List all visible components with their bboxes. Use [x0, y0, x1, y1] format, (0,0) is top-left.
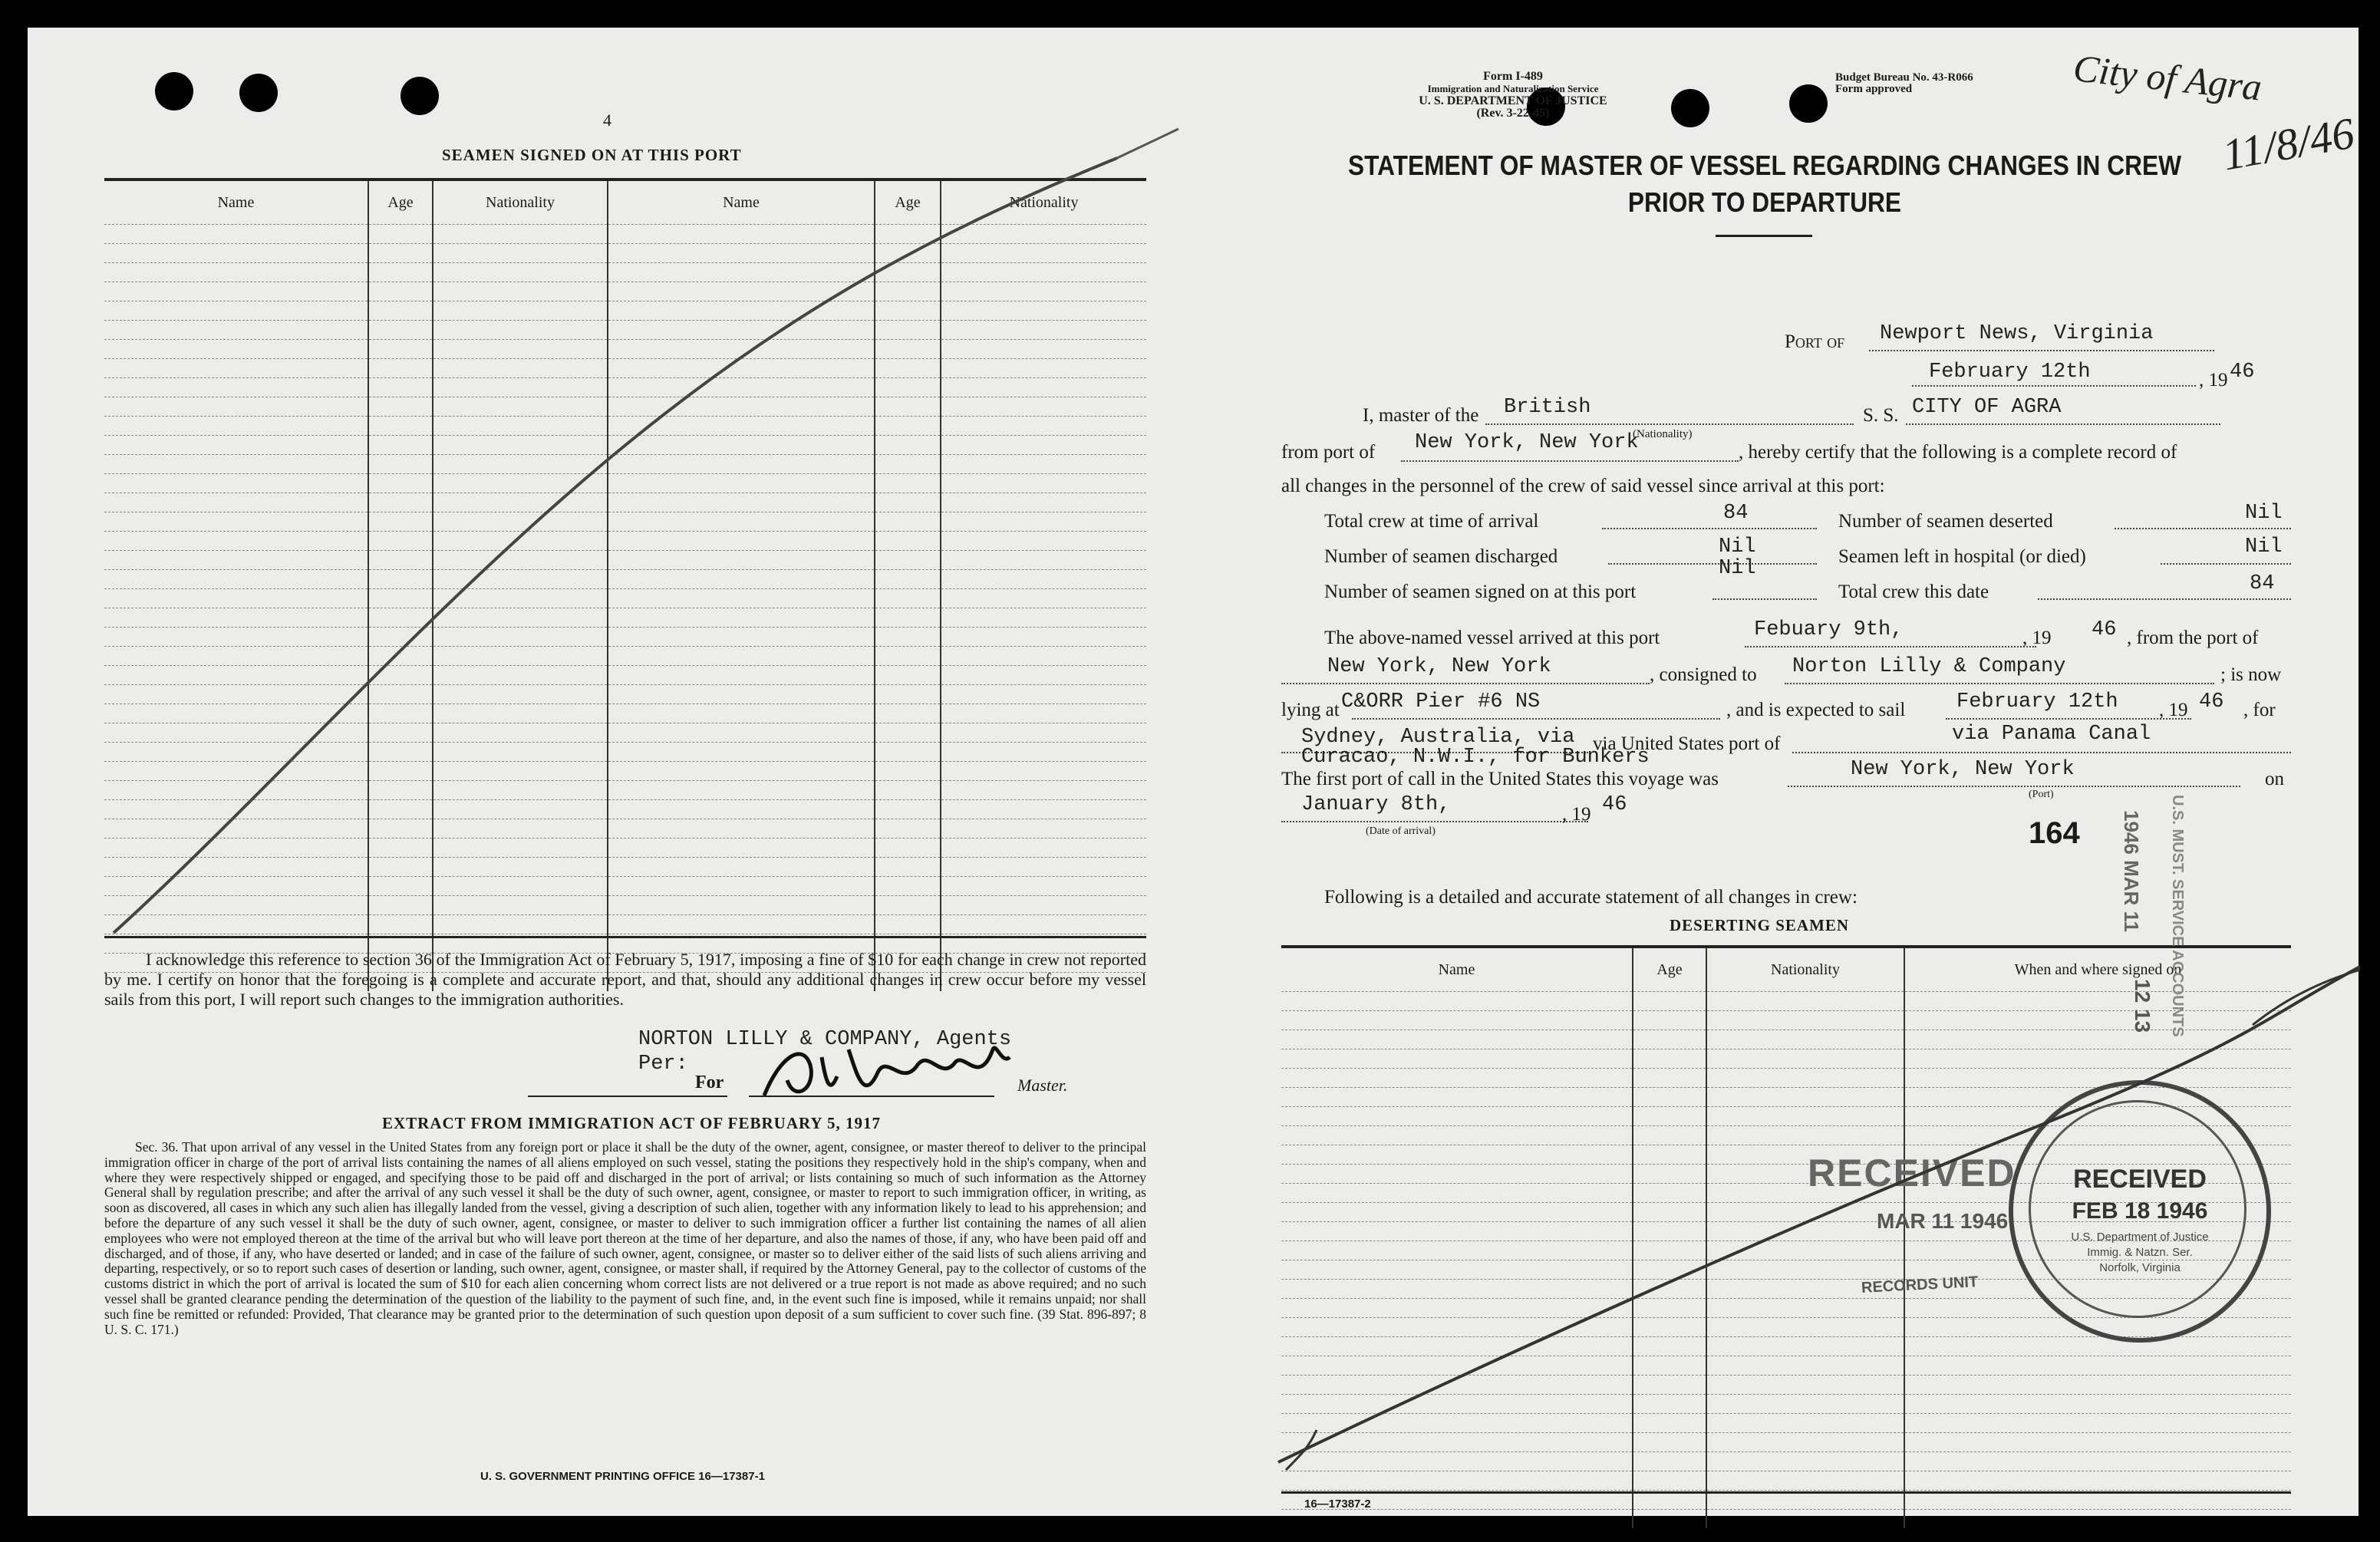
form-title: [1340, 147, 2190, 221]
expected-label: , and is expected to sail: [1726, 700, 1906, 720]
vertical-office-stamp: U.S. MUST. SERVICE ACCOUNTS: [2169, 795, 2186, 1037]
arrived-year: 46: [2092, 618, 2117, 641]
consigned-label: , consigned to: [1650, 664, 1757, 685]
first-port-label: The first port of call in the United States this voyage was: [1281, 769, 1719, 789]
for-label: , for: [2243, 700, 2276, 720]
agency-line1: Immigration and Naturalization Service: [1427, 83, 1599, 94]
punch-hole: [1671, 89, 1709, 127]
circle-line1: U.S. Department of Justice: [2071, 1231, 2209, 1244]
column-header: Age: [875, 181, 941, 225]
printing-office: U. S. GOVERNMENT PRINTING OFFICE 16—17387-1: [480, 1470, 765, 1483]
circle-line2: Immig. & Natzn. Ser.: [2087, 1246, 2193, 1259]
cancellation-line: [28, 28, 1194, 979]
column-header: Age: [368, 181, 433, 225]
vessel-value: CITY OF AGRA: [1912, 396, 2062, 419]
via-us-port-value: via Panama Canal: [1952, 723, 2151, 746]
circle-received: RECEIVED: [2073, 1165, 2207, 1194]
total-crew-arrival-label: Total crew at time of arrival: [1324, 511, 1539, 532]
first-date-year: 46: [1602, 793, 1627, 816]
received-stamp: RECEIVED: [1808, 1152, 2016, 1194]
ss-label: S. S.: [1863, 405, 1899, 426]
port-caption: (Port): [2029, 789, 2054, 800]
right-cancellation-line: [1255, 933, 2360, 1485]
following-text: Following is a detailed and accurate statement of all changes in crew:: [1324, 887, 1858, 908]
total-crew-date-label: Total crew this date: [1838, 582, 1989, 602]
punch-hole: [1789, 84, 1828, 123]
table-cell: [1706, 1510, 1904, 1529]
section-36-text: Sec. 36. That upon arrival of any vessel in the United States from any foreign port or place it shall be the duty of the owner, agent, consignee, or master thereof to deliver to the principal immigration officer in charge of the port of arrival lists containing the names of all aliens employed on such vessel, stating the positions they respectively hold in the ship's company, when and where they were respectively shipped or engaged, and specifying those to be paid off and discharged in the port of arrival; or lists containing so much of such information as the Attorney General shall by regulation prescribe; and after the arrival of any such vessel it shall be the duty of such owner, agent, consignee, or master to report to such immigration officer, in writing, as soon as discovered, all cases in which any such alien has illegally landed from the vessel, giving a description of such alien, together with any information likely to lead to his apprehension; and before the departure of any such vessel it shall be the duty of such owner, agent, consignee, or master to deliver to such immigration officer a further list containing the names of all alien employees who were not employed thereon at the time of the arrival but who will leave port thereon at the time of her departure, and also the names of those, if any, who have been paid off and discharged, and of those, if any, who have deserted or landed; and in case of the failure of such owner, agent, consignee, or master so to deliver either of the said lists of such aliens arriving and departing, respectively, or so to report such cases of desertion or landing, such owner, agent, consignee, or master shall, if required by the Attorney General, pay to the collector of customs of the customs district in which the port of arrival is located the sum of $10 for each alien concerning whom correct lists are not delivered or a true report is not made as above required; and no such vessel shall be granted clearance pending the determination of the question of the liability to the payment of such fine, and, in the event such fine is imposed, while it remains unpaid; nor shall such fine be remitted or refunded: Provided, That clearance may be granted prior to the determination of such question upon deposit of a sum sufficient to cover such fine. (39 Stat. 896-897; 8 U. S. C. 171.): [104, 1139, 1146, 1337]
discharged-label: Number of seamen discharged: [1324, 546, 1558, 567]
certify-text: , hereby certify that the following is a complete record of: [1739, 442, 2177, 463]
date-value: February 12th: [1929, 361, 2091, 384]
revision: (Rev. 3-22-45): [1476, 107, 1550, 120]
budget-info: [1835, 72, 1973, 95]
page-number: 4: [603, 110, 611, 130]
column-header: Nationality: [433, 181, 608, 225]
acknowledgement-text: I acknowledge this reference to section 36 of the Immigration Act of February 5, 1917, imposing a fine of $10 for each change in crew not reported by me. I certify on honor that the foregoing is a complete and accurate report, and that, should any additional changes in crew occur before my vessel sails from this port, I will report such changes to the immigration authorities.: [104, 950, 1146, 1009]
for-underline: [528, 1096, 727, 1097]
lying-at-value: C&ORR Pier #6 NS: [1341, 690, 1541, 713]
agent-per: Per:: [638, 1053, 688, 1076]
is-now-label: ; is now: [2220, 664, 2282, 685]
lying-at-label: lying at: [1281, 700, 1340, 720]
deserted-label: Number of seamen deserted: [1838, 511, 2053, 532]
hospital-label: Seamen left in hospital (or died): [1838, 546, 2086, 567]
from-port-label: from port of: [1281, 442, 1376, 463]
from-port-of-value: New York, New York: [1327, 655, 1551, 678]
budget-line2: Form approved: [1835, 83, 1913, 95]
table-row: [1281, 1510, 2291, 1529]
title-line2: PRIOR TO DEPARTURE: [1627, 186, 1902, 218]
from-port-of-label: , from the port of: [2127, 628, 2259, 648]
date-caption: (Date of arrival): [1366, 825, 1436, 837]
printing-code: 16—17387-2: [1304, 1498, 1371, 1511]
table-cell: [1904, 1510, 2291, 1529]
column-header: When and where signed on: [2014, 960, 2182, 978]
first-port-value: New York, New York: [1851, 758, 2075, 781]
agency-line2: U. S. DEPARTMENT OF JUSTICE: [1419, 94, 1607, 107]
signed-on-value: Nil: [1719, 557, 1756, 580]
expected-value: February 12th: [1956, 690, 2118, 713]
circle-line3: Norfolk, Virginia: [2099, 1261, 2181, 1274]
agent-name: NORTON LILLY & COMPANY, Agents: [638, 1028, 1012, 1051]
deserting-bottom-rule: [1281, 1491, 2291, 1494]
column-header: Name: [608, 181, 875, 225]
form-number: Form I-489: [1483, 70, 1543, 83]
circle-date: FEB 18 1946: [2072, 1198, 2208, 1224]
vertical-numbers-stamp: 12 13: [2131, 979, 2154, 1033]
port-label: Port of: [1785, 331, 1845, 352]
year-value: 46: [2230, 361, 2255, 384]
year-prefix: , 19: [2199, 370, 2228, 390]
form-header: [1398, 71, 1628, 120]
extract-title: EXTRACT FROM IMMIGRATION ACT OF FEBRUARY 5, 1917: [382, 1114, 882, 1132]
from-port-value: New York, New York: [1415, 431, 1639, 454]
expected-year: 46: [2199, 690, 2224, 713]
arrived-value: Febuary 9th,: [1754, 618, 1904, 641]
column-header: Nationality: [1706, 948, 1904, 992]
title-line1: STATEMENT OF MASTER OF VESSEL REGARDING CHANGES IN CREW: [1348, 150, 2181, 181]
records-unit-stamp: RECORDS UNIT: [1861, 1273, 1979, 1297]
left-section-title: SEAMEN SIGNED ON AT THIS PORT: [442, 146, 742, 164]
column-header: Name: [104, 181, 368, 225]
consigned-value: Norton Lilly & Company: [1792, 655, 2066, 678]
budget-line1: Budget Bureau No. 43-R066: [1835, 71, 1973, 84]
discharged-value: Nil: [1719, 535, 1756, 558]
deserted-value: Nil: [2245, 502, 2283, 525]
serial-number: 164: [2029, 816, 2080, 850]
master-of-label: I, master of the: [1363, 405, 1479, 426]
for-label: For: [695, 1072, 724, 1092]
column-header: Nationality: [1009, 193, 1079, 211]
table-cell: [1281, 1510, 1633, 1529]
nationality-value: British: [1504, 396, 1591, 419]
table-cell: [1633, 1510, 1706, 1529]
handwritten-ship-name: City of Agra: [2071, 46, 2264, 109]
master-label: Master.: [1017, 1076, 1068, 1095]
first-date-value: January 8th,: [1301, 793, 1451, 816]
column-header: Age: [1633, 948, 1706, 992]
vertical-date-stamp: 1946 MAR 11: [2120, 810, 2143, 932]
nationality-caption: (Nationality): [1633, 428, 1693, 440]
on-label: on: [2265, 769, 2284, 789]
via-us-port-label: via United States port of: [1593, 733, 1781, 754]
hospital-value: Nil: [2245, 535, 2283, 558]
destination-line1: Sydney, Australia, via: [1301, 726, 1575, 749]
port-value: Newport News, Virginia: [1880, 322, 2154, 345]
signed-on-label: Number of seamen signed on at this port: [1324, 582, 1637, 602]
total-crew-arrival-value: 84: [1723, 502, 1749, 525]
destination-line2: Curacao, N.W.I., for Bunkers: [1301, 746, 1650, 769]
handwritten-signature: [749, 1034, 1056, 1111]
total-crew-date-value: 84: [2250, 572, 2275, 595]
handwritten-date: 11/8/46: [2218, 107, 2359, 180]
document-sheet: 4 SEAMEN SIGNED ON AT THIS PORT Name Age Nationality Name Age Nationality I acknowledge this reference to section 36 of the Immigration Act of February 5, 1917, imposing a fine of $10 for each change in crew not reported by me. I certify on honor that the foregoing is a complete and accurate report, and that, should any additional changes in crew occur before my vessel sails from this port, I will report such changes to the immigration authorities. NORTON LILLY & COMPANY, Agents Per: For Master. EXTRACT FROM IMMIGRATION ACT OF FEBRUARY 5, 1917 Sec. 36. That upon arrival of any vessel in the United States from any foreign port or place it shall be the duty of the owner, agent, consignee, or master thereof to deliver to the principal immigration officer in charge of the port of arrival lists containing the names of all aliens employed on such vessel, stating the positions they respectively hold in the ship's company, when and where they were respectively shipped or engaged, and specifying those to be paid off and discharged in the port of arrival; or lists containing so much of such information as the Attorney General shall by regulation prescribe; and after the arrival of any such vessel it shall be the duty of such owner, agent, consignee, or master to report to such immigration officer, in writing, as soon as discovered, all cases in which any such alien has illegally landed from the vessel, giving a description of such alien, together with any information likely to lead to his apprehension; and before the departure of any such vessel it shall be the duty of such owner, agent, consignee, or master to deliver to such immigration officer a further list containing the names of all alien employees who were not employed thereon at the time of the arrival but who will leave port thereon at the time of her departure, and also the names of those, if any, who have been paid off and discharged, and of those, if any, who have deserted or landed; and in case of the failure of such owner, agent, consignee, or master so to deliver either of the said lists of such aliens arriving and departing, respectively, or so to report such cases of desertion or landing, such owner, agent, consignee, or master shall, if required by the Attorney General, pay to the collector of customs of the customs district in which the port of arrival is located the sum of $10 for each alien concerning whom correct lists are not delivered or a true report is not made as above required; and no such vessel shall be granted clearance pending the determination of the question of the liability to the payment of such fine, and, in the event such fine is imposed, while it remains unpaid; nor shall such fine be remitted or refunded: Provided, That clearance may be granted prior to the determination of such question upon deposit of a sum sufficient to cover such fine. (39 Stat. 896-897; 8 U. S. C. 171.) U. S. GOVERNMENT PRINTING OFFICE 16—17387-1 Form I-489 Immigration and Naturalization Service U. S. DEPARTMENT OF JUSTICE (Rev. 3-22-45) Budget Bureau No. 43-R066 Form approved City of Agra 11/8/46 STATEMENT OF MASTER OF VESSEL REGARDING CHANGES IN CREW PRIOR TO DEPARTURE Port of Newport News, Virginia February 12th , 19 46 I, master of the British (Nationality) S. S. CITY OF AGRA from port of New York, New York , hereby certify that the following is a complete record of all changes in the personnel of the crew of said vessel since arrival at this port: Total crew at time of arrival 84 Number of seamen deserted Nil Number of seamen discharged Nil Seamen left in hospital (or died) Nil Number of seamen signed on at this port Nil Total crew this date 84 The above-named vessel arrived at this port Febuary 9th, , 19 46 , from the port of New York, New York , consigned to Norton Lilly & Company ; is now lying at C&ORR Pier #6 NS , and is expected to sail February 12th , 19 46 , for Sydney, Australia, via Curacao, N.W.I., for Bunkers via United States port of via Panama Canal The first port of call in the United States this voyage was New York, New York (Port) on January 8th, , 19 46 (Date of arrival) 164 Following is a detailed and accurate statement of all changes in crew: DESERTING SEAMEN Name Age Nationality When and where signed on 16—17387-2 RECEIVED MAR 11 1946 RECORDS UNIT RECEIVED FEB 18 1946 U.S. Department of Justice Immig. & Natzn. Ser. Norfolk, Virginia 1946 MAR 11 U.S. MUST. SERVICE ACCOUNTS 12 13: [28, 28, 2359, 1516]
title-rule: [1716, 235, 1812, 237]
mar-date-stamp: MAR 11 1946: [1877, 1209, 2009, 1233]
deserting-title: DESERTING SEAMEN: [1670, 916, 1850, 934]
all-changes-text: all changes in the personnel of the crew of said vessel since arrival at this port:: [1281, 476, 1885, 496]
arrived-label: The above-named vessel arrived at this port: [1324, 628, 1660, 648]
column-header: Name: [1281, 948, 1633, 992]
